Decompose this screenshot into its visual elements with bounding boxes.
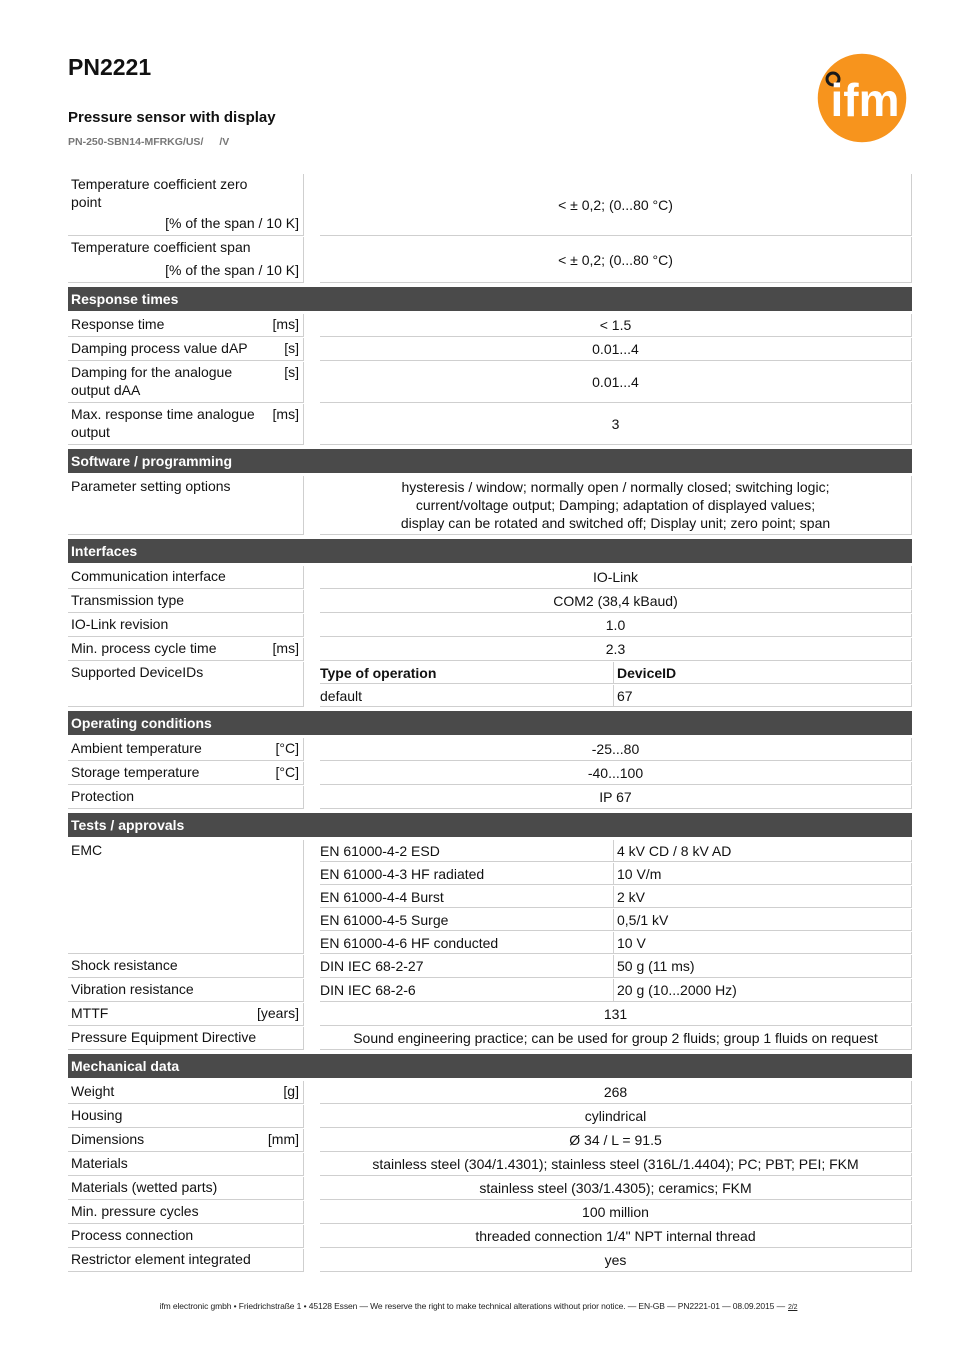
- spec-unit: [ms]: [272, 640, 299, 656]
- spec-label: Materials (wetted parts): [68, 1177, 304, 1200]
- table-cell: 10 V: [614, 932, 912, 954]
- spec-value: -25...80: [320, 738, 912, 761]
- spec-label: Supported DeviceIDs: [68, 662, 304, 707]
- spec-unit: [mm]: [267, 1131, 299, 1147]
- spec-label: Protection: [68, 786, 304, 809]
- spec-value-line: hysteresis / window; normally open / normally closed; switching logic;: [401, 479, 830, 495]
- spec-row-mttf: [68, 1003, 912, 1026]
- spec-label: Storage temperature [°C]: [68, 762, 304, 785]
- section-response-times: Response times: [68, 287, 912, 311]
- spec-label: Transmission type: [68, 590, 304, 613]
- spec-row-wetted-materials: [68, 1177, 912, 1200]
- table-cell: DIN IEC 68-2-27: [320, 955, 614, 978]
- table-cell: 50 g (11 ms): [614, 955, 912, 978]
- spec-value-line: current/voltage output; Damping; adaptation of displayed values;: [415, 497, 816, 513]
- table-row: [320, 840, 912, 862]
- table-cell: 4 kV CD / 8 kV AD: [614, 840, 912, 862]
- article-code-suffix: /V: [219, 136, 230, 148]
- article-code-main: PN-250-SBN14-MFRKG/US/: [68, 136, 204, 148]
- product-title: PN2221: [68, 54, 152, 80]
- table-row: [320, 886, 912, 908]
- spec-row-storage: [68, 762, 912, 785]
- spec-table: [68, 174, 912, 1273]
- spec-row-damping-dap: [68, 338, 912, 361]
- spec-row-max-response: [68, 404, 912, 445]
- spec-row-vibration: [68, 979, 912, 1002]
- spec-label: Ambient temperature [°C]: [68, 738, 304, 761]
- spec-label: Pressure Equipment Directive: [68, 1027, 304, 1050]
- spec-row-shock: [68, 955, 912, 978]
- page-footer: [0, 1301, 957, 1311]
- spec-row-materials: [68, 1153, 912, 1176]
- spec-value: < 1.5: [320, 314, 912, 337]
- table-cell: EN 61000-4-4 Burst: [320, 886, 614, 908]
- spec-row-damping-daa: [68, 362, 912, 403]
- spec-label: Damping process value dAP [s]: [68, 338, 304, 361]
- spec-row-housing: [68, 1105, 912, 1128]
- section-interfaces: Interfaces: [68, 539, 912, 563]
- spec-label: Response time [ms]: [68, 314, 304, 337]
- table-cell: EN 61000-4-6 HF conducted: [320, 932, 614, 954]
- spec-label: Process connection: [68, 1225, 304, 1248]
- table-row: [320, 863, 912, 885]
- table-row: [320, 979, 912, 1002]
- spec-label: Housing: [68, 1105, 304, 1128]
- spec-value: 0.01...4: [320, 338, 912, 361]
- spec-unit: [years]: [256, 1005, 299, 1021]
- spec-value-line: display can be rotated and switched off; Display unit; zero point; span: [400, 515, 831, 531]
- spec-label: Vibration resistance: [68, 979, 304, 1002]
- spec-unit: [ms]: [272, 316, 299, 332]
- spec-label: Max. response time analogue output [ms]: [68, 404, 304, 445]
- spec-row-dimensions: [68, 1129, 912, 1152]
- spec-value: cylindrical: [320, 1105, 912, 1128]
- spec-label: Damping for the analogue output dAA [s]: [68, 362, 304, 403]
- table-cell: EN 61000-4-5 Surge: [320, 909, 614, 931]
- spec-value: COM2 (38,4 kBaud): [320, 590, 912, 613]
- table-row: [320, 955, 912, 978]
- spec-label: Weight [g]: [68, 1081, 304, 1104]
- table-cell: 10 V/m: [614, 863, 912, 885]
- column-header: DeviceID: [614, 662, 912, 684]
- spec-row-communication: [68, 566, 912, 589]
- spec-label: MTTF [years]: [68, 1003, 304, 1026]
- spec-row-protection: [68, 786, 912, 809]
- spec-label: IO-Link revision: [68, 614, 304, 637]
- spec-row-pressure-cycles: [68, 1201, 912, 1224]
- spec-row-tc-span: [68, 237, 912, 283]
- spec-row-response-time: [68, 314, 912, 337]
- table-cell: EN 61000-4-2 ESD: [320, 840, 614, 862]
- spec-label: Min. process cycle time [ms]: [68, 638, 304, 661]
- table-row: [320, 909, 912, 931]
- spec-row-weight: [68, 1081, 912, 1104]
- spec-value: 1.0: [320, 614, 912, 637]
- spec-value: 3: [320, 404, 912, 445]
- spec-unit: [°C]: [275, 764, 299, 780]
- spec-value: Ø 34 / L = 91.5: [320, 1129, 912, 1152]
- spec-row-ped: [68, 1027, 912, 1050]
- table-cell: EN 61000-4-3 HF radiated: [320, 863, 614, 885]
- spec-row-transmission: [68, 590, 912, 613]
- footer-text: ifm electronic gmbh • Friedrichstraße 1 • 45128 Essen — We reserve the right to make technical alterations without prior notice. — EN-GB — PN2221-01 — 08.09.2015 —: [159, 1301, 785, 1311]
- spec-value: threaded connection 1/4" NPT internal thread: [320, 1225, 912, 1248]
- section-mechanical-data: Mechanical data: [68, 1054, 912, 1078]
- spec-row-parameter-options: [68, 476, 912, 535]
- spec-label: Restrictor element integrated: [68, 1249, 304, 1272]
- section-tests-approvals: Tests / approvals: [68, 813, 912, 837]
- page-number: 2/2: [787, 1304, 798, 1311]
- spec-value: stainless steel (303/1.4305); ceramics; FKM: [320, 1177, 912, 1200]
- spec-value: 0.01...4: [320, 362, 912, 403]
- spec-row-process-connection: [68, 1225, 912, 1248]
- section-software: Software / programming: [68, 449, 912, 473]
- table-row: [320, 685, 912, 707]
- table-cell: 0,5/1 kV: [614, 909, 912, 931]
- spec-value: stainless steel (304/1.4301); stainless steel (316L/1.4404); PC; PBT; PEI; FKM: [320, 1153, 912, 1176]
- spec-value: < ± 0,2; (0...80 °C): [320, 237, 912, 283]
- ifm-logo: [816, 52, 908, 144]
- spec-value: 268: [320, 1081, 912, 1104]
- spec-label: Materials: [68, 1153, 304, 1176]
- spec-unit: [°C]: [275, 740, 299, 756]
- table-cell: 20 g (10...2000 Hz): [614, 979, 912, 1002]
- spec-row-iolink-revision: [68, 614, 912, 637]
- device-id-table: [320, 662, 912, 707]
- spec-label: Communication interface: [68, 566, 304, 589]
- article-code: [68, 136, 229, 148]
- spec-value: Sound engineering practice; can be used for group 2 fluids; group 1 fluids on request: [320, 1027, 912, 1050]
- spec-unit: [g]: [283, 1083, 299, 1099]
- table-cell: 67: [614, 685, 912, 707]
- table-header-row: [320, 662, 912, 684]
- spec-label: Temperature coefficient span [% of the span / 10 K]: [68, 237, 304, 283]
- spec-unit: [s]: [284, 364, 299, 380]
- spec-row-ambient: [68, 738, 912, 761]
- spec-row-restrictor: [68, 1249, 912, 1272]
- spec-row-device-ids: [68, 662, 912, 707]
- spec-label: Temperature coefficient zero point [% of the span / 10 K]: [68, 174, 304, 236]
- spec-label: Shock resistance: [68, 955, 304, 978]
- spec-value: 100 million: [320, 1201, 912, 1224]
- spec-unit: [% of the span / 10 K]: [165, 262, 299, 278]
- spec-value: 2.3: [320, 638, 912, 661]
- spec-row-emc: [68, 840, 912, 954]
- spec-unit: [ms]: [272, 406, 299, 422]
- spec-row-cycle-time: [68, 638, 912, 661]
- spec-value: < ± 0,2; (0...80 °C): [320, 174, 912, 236]
- spec-value: [320, 476, 912, 535]
- product-subtitle: Pressure sensor with display: [68, 109, 276, 126]
- column-header: Type of operation: [320, 662, 614, 684]
- table-cell: 2 kV: [614, 886, 912, 908]
- emc-table: [320, 840, 912, 954]
- table-cell: default: [320, 685, 614, 707]
- spec-row-tc-zero: [68, 174, 912, 236]
- spec-label: Parameter setting options: [68, 476, 304, 535]
- spec-label: Dimensions [mm]: [68, 1129, 304, 1152]
- spec-value: IO-Link: [320, 566, 912, 589]
- spec-unit: [s]: [284, 340, 299, 356]
- section-operating-conditions: Operating conditions: [68, 711, 912, 735]
- table-row: [320, 932, 912, 954]
- spec-value: IP 67: [320, 786, 912, 809]
- spec-value: 131: [320, 1003, 912, 1026]
- spec-value: yes: [320, 1249, 912, 1272]
- spec-unit: [% of the span / 10 K]: [165, 215, 299, 231]
- spec-label: Min. pressure cycles: [68, 1201, 304, 1224]
- spec-label: EMC: [68, 840, 304, 954]
- table-cell: DIN IEC 68-2-6: [320, 979, 614, 1002]
- spec-value: -40...100: [320, 762, 912, 785]
- logo-text: ifm: [830, 74, 900, 126]
